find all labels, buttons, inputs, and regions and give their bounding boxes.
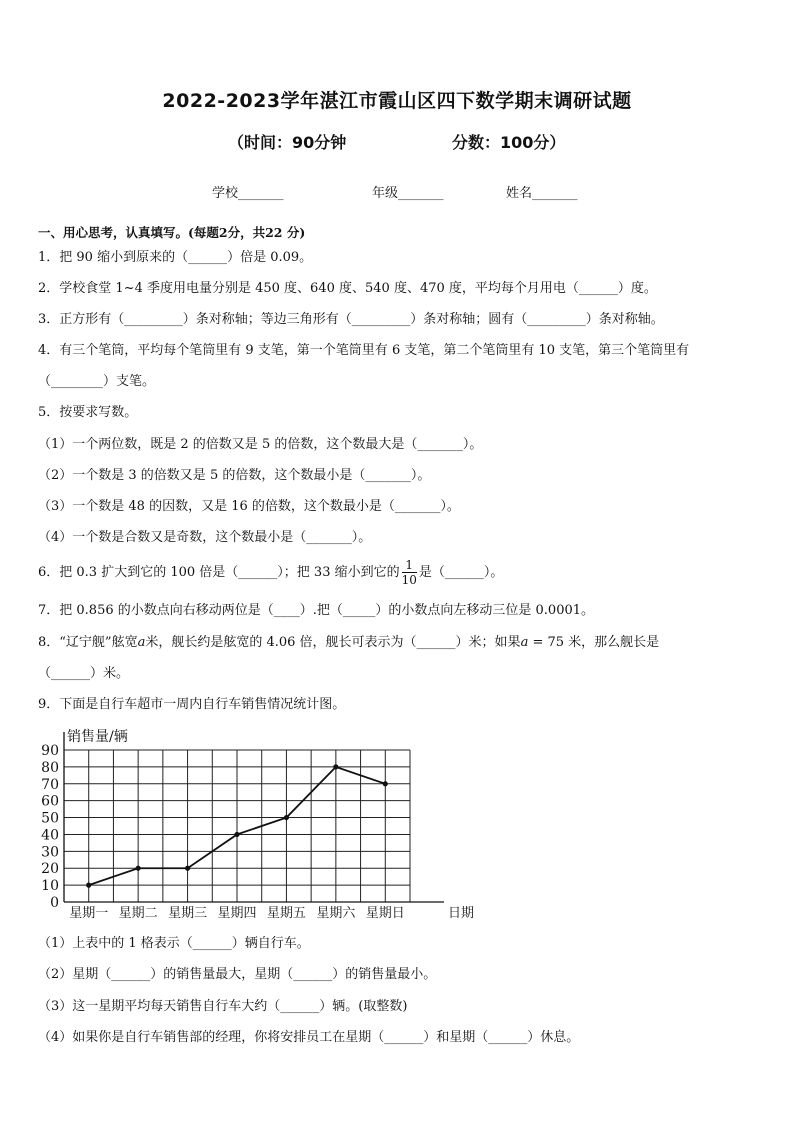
data-point — [333, 764, 338, 769]
y-axis-label: 销售量/辆 — [67, 729, 128, 745]
exam-score: 分数：100分） — [452, 133, 566, 152]
name-field: 姓名_______ — [506, 186, 578, 201]
question-9-2: （2）星期（______）的销售量最大，星期（______）的销售量最小。 — [38, 967, 437, 982]
variable-a: a — [137, 635, 146, 650]
x-tick-label: 星期四 — [217, 906, 257, 921]
data-point — [383, 781, 388, 786]
fraction-one-tenth — [402, 558, 417, 587]
y-tick-label: 70 — [41, 776, 59, 793]
question-1: 1．把 90 缩小到原来的（______）倍是 0.09。 — [38, 250, 313, 265]
question-8-tail: = 75 米，那么舰长是 — [528, 635, 660, 650]
y-tick-label: 10 — [41, 878, 59, 895]
question-5: 5．按要求写数。 — [38, 405, 138, 420]
y-tick-label: 20 — [41, 861, 59, 878]
y-tick-label: 60 — [41, 793, 59, 810]
question-5-2: （2）一个数是 3 的倍数又是 5 的倍数，这个数最小是（_______）。 — [38, 468, 431, 483]
question-9: 9．下面是自行车超市一周内自行车销售情况统计图。 — [38, 697, 346, 712]
question-8 — [38, 634, 659, 652]
y-tick-label: 0 — [50, 895, 59, 911]
question-2: 2．学校食堂 1~4 季度用电量分别是 450 度、640 度、540 度、470 度，平均每个月用电（______）度。 — [38, 281, 657, 296]
x-tick-label: 星期一 — [69, 906, 109, 921]
y-tick-label: 40 — [41, 827, 59, 844]
data-point — [284, 815, 289, 820]
fraction-denominator: 10 — [401, 573, 417, 587]
question-8-mid: 米，舰长约是舷宽的 4.06 倍，舰长可表示为（______）米；如果 — [145, 635, 521, 650]
question-3: 3．正方形有（_________）条对称轴；等边三角形有（_________）条对称轴；圆有（_________）条对称轴。 — [38, 312, 664, 327]
sales-line-chart — [34, 722, 474, 922]
x-tick-label: 星期六 — [316, 906, 356, 921]
question-6-tail: 是（______）。 — [418, 565, 504, 580]
section-heading: 一、用心思考，认真填写。(每题2分，共22 分) — [38, 225, 306, 240]
school-field: 学校_______ — [212, 186, 284, 201]
question-4-continued: （________）支笔。 — [38, 374, 156, 389]
fraction-numerator: 1 — [402, 558, 417, 573]
question-9-1: （1）上表中的 1 格表示（______）辆自行车。 — [38, 936, 310, 951]
grade-field: 年级_______ — [372, 186, 444, 201]
y-tick-label: 80 — [41, 759, 59, 776]
x-tick-label: 星期二 — [118, 906, 158, 921]
data-point — [136, 866, 141, 871]
data-point — [234, 832, 239, 837]
question-8-continued: （______）米。 — [38, 666, 130, 681]
data-point — [86, 883, 91, 888]
x-tick-label: 星期日 — [365, 906, 405, 921]
exam-time: （时间：90分钟 — [228, 133, 347, 152]
question-9-3: （3）这一星期平均每天销售自行车大约（______）辆。(取整数) — [38, 999, 408, 1014]
y-tick-label: 50 — [41, 810, 59, 827]
question-4: 4．有三个笔筒，平均每个笔筒里有 9 支笔，第一个笔筒里有 6 支笔，第二个笔筒里有 10 支笔，第三个笔筒里有 — [38, 343, 690, 358]
variable-a-equation: a — [520, 635, 529, 650]
question-6 — [38, 558, 503, 587]
data-point — [185, 866, 190, 871]
x-tick-label: 星期五 — [266, 906, 306, 921]
y-tick-label: 90 — [41, 743, 59, 759]
x-tick-label: 星期三 — [168, 906, 208, 921]
y-tick-label: 30 — [41, 844, 59, 861]
question-9-4: （4）如果你是自行车销售部的经理，你将安排员工在星期（______）和星期（______）休息。 — [38, 1030, 580, 1045]
x-axis-label: 日期 — [448, 906, 474, 921]
question-5-1: （1）一个两位数，既是 2 的倍数又是 5 的倍数，这个数最大是（_______）。 — [38, 437, 483, 452]
question-7: 7．把 0.856 的小数点向右移动两位是（____）.把（_____）的小数点向左移动三位是 0.0001。 — [38, 603, 595, 618]
question-8-text: 8．“辽宁舰”舷宽 — [38, 635, 138, 650]
question-5-3: （3）一个数是 48 的因数，又是 16 的倍数，这个数最小是（_______）。 — [38, 499, 460, 514]
page-title: 2022-2023学年湛江市霞山区四下数学期末调研试题 — [162, 90, 632, 112]
question-5-4: （4）一个数是合数又是奇数，这个数最小是（_______）。 — [38, 530, 372, 545]
question-6-text: 6．把 0.3 扩大到它的 100 倍是（______）；把 33 缩小到它的 — [38, 565, 400, 580]
